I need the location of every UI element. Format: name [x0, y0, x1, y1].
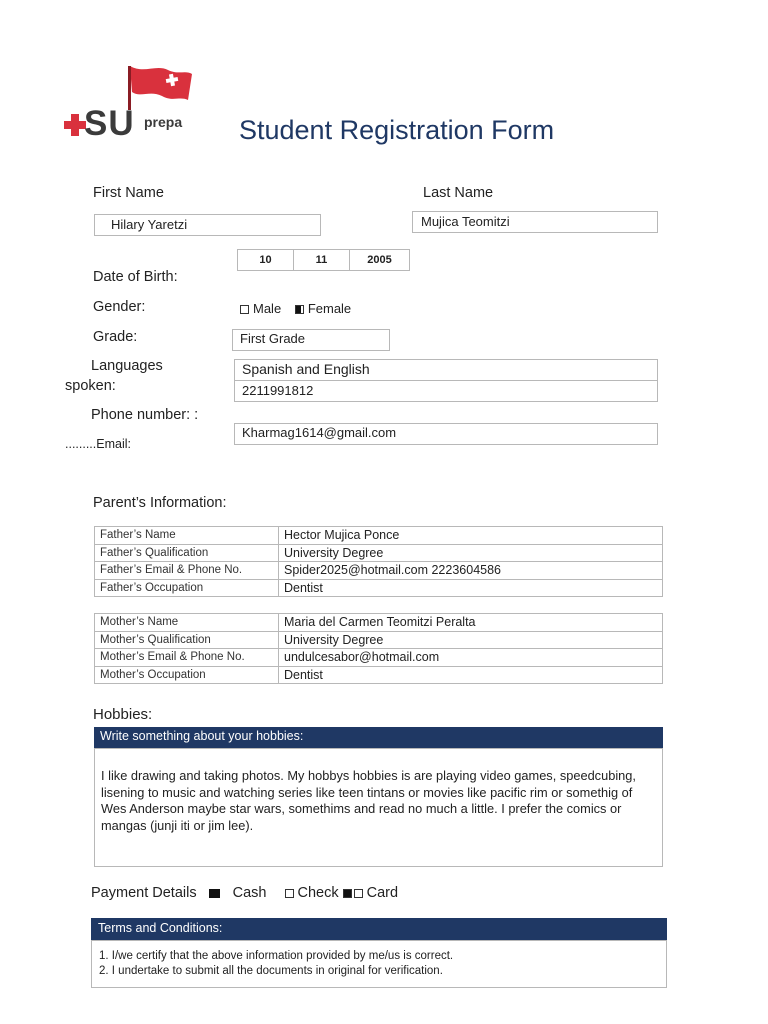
cash-label: Cash: [232, 885, 267, 901]
languages-value: Spanish and English: [242, 361, 370, 377]
father-row: [95, 544, 663, 562]
email-label: .........Email:: [65, 437, 131, 451]
mother-row: [95, 649, 663, 667]
female-checkbox[interactable]: [295, 305, 304, 314]
female-label: Female: [307, 301, 352, 316]
male-label: Male: [253, 301, 282, 316]
mother-row: [95, 614, 663, 632]
father-key: Father’s Name: [95, 527, 279, 545]
father-row: [95, 562, 663, 580]
grade-value: First Grade: [240, 331, 306, 346]
father-table: [94, 526, 663, 597]
dob-month: 11: [315, 254, 328, 266]
card-checkbox[interactable]: [354, 889, 363, 898]
father-value[interactable]: Dentist: [279, 579, 663, 597]
card-checkbox-filled[interactable]: [343, 889, 352, 898]
dob-year-field[interactable]: [349, 249, 410, 271]
first-name-field[interactable]: [94, 214, 321, 236]
gender-female-option[interactable]: [295, 301, 351, 316]
first-name-value: Hilary Yaretzi: [111, 217, 188, 232]
terms-bar-text: Terms and Conditions:: [98, 921, 223, 935]
payment-label: Payment Details: [91, 885, 197, 901]
mother-value[interactable]: University Degree: [279, 631, 663, 649]
grade-label: Grade:: [93, 329, 138, 345]
hobbies-text: I like drawing and taking photos. My hobbys hobbies is are playing video games, speedcubing, lisening to music and watching series like teen tintans or movies like pacific rim or somethig of Wes Anderson maybe star wars, somethims and read no much a little. I prefer the comics or mangas (junji iti or jim lee).: [101, 768, 636, 833]
flag-icon: [126, 64, 194, 110]
terms-line-1: 1. I/we certify that the above information provided by me/us is correct.: [99, 950, 454, 962]
phone-label: Phone number: :: [91, 407, 199, 423]
check-checkbox[interactable]: [285, 889, 294, 898]
father-key: Father’s Occupation: [95, 579, 279, 597]
father-key: Father’s Email & Phone No.: [95, 562, 279, 580]
father-value[interactable]: University Degree: [279, 544, 663, 562]
mother-key: Mother’s Occupation: [95, 666, 279, 684]
email-value: Kharmag1614@gmail.com: [242, 425, 397, 440]
dob-label: Date of Birth:: [93, 269, 178, 285]
terms-bar: [91, 918, 667, 940]
plus-icon: [64, 114, 86, 136]
mother-key: Mother’s Qualification: [95, 631, 279, 649]
check-label: Check: [297, 885, 339, 901]
mother-value[interactable]: Maria del Carmen Teomitzi Peralta: [279, 614, 663, 632]
dob-day-field[interactable]: [237, 249, 294, 271]
email-field[interactable]: [234, 423, 658, 445]
dob-year: 2005: [367, 254, 392, 266]
last-name-field[interactable]: [412, 211, 658, 233]
card-label: Card: [366, 885, 399, 901]
first-name-label: First Name: [93, 185, 164, 201]
grade-field[interactable]: [232, 329, 390, 351]
mother-table: [94, 613, 663, 684]
gender-options: [240, 301, 351, 316]
father-row: [95, 579, 663, 597]
hobbies-heading: Hobbies:: [93, 706, 153, 723]
mother-row: [95, 666, 663, 684]
languages-label-line1: Languages: [91, 358, 163, 374]
payment-card-option[interactable]: [343, 885, 398, 901]
hobbies-bar-text: Write something about your hobbies:: [100, 729, 304, 743]
payment-row: [91, 885, 398, 901]
payment-cash-option[interactable]: [209, 885, 267, 901]
logo-wordmark: SU: [84, 104, 135, 143]
gender-label: Gender:: [93, 299, 146, 315]
hobbies-textarea[interactable]: [94, 748, 663, 867]
mother-key: Mother’s Name: [95, 614, 279, 632]
mother-row: [95, 631, 663, 649]
hobbies-bar: [94, 727, 663, 748]
mother-key: Mother’s Email & Phone No.: [95, 649, 279, 667]
mother-value[interactable]: undulcesabor@hotmail.com: [279, 649, 663, 667]
payment-check-option[interactable]: [285, 885, 339, 901]
dob-day: 10: [259, 254, 272, 266]
languages-label-line2: spoken:: [65, 378, 116, 394]
parents-heading: Parent’s Information:: [93, 495, 227, 511]
last-name-label: Last Name: [423, 185, 494, 201]
last-name-value: Mujica Teomitzi: [421, 214, 510, 229]
phone-value: 2211991812: [242, 383, 314, 398]
page-title: Student Registration Form: [239, 115, 555, 145]
terms-line-2: 2. I undertake to submit all the documents in original for verification.: [99, 965, 443, 977]
male-checkbox[interactable]: [240, 305, 249, 314]
logo-suffix: prepa: [144, 114, 183, 130]
father-value[interactable]: Hector Mujica Ponce: [279, 527, 663, 545]
languages-field[interactable]: [234, 359, 658, 381]
father-value[interactable]: Spider2025@hotmail.com 2223604586: [279, 562, 663, 580]
father-key: Father’s Qualification: [95, 544, 279, 562]
mother-value[interactable]: Dentist: [279, 666, 663, 684]
logo: [64, 62, 199, 142]
gender-male-option[interactable]: [240, 301, 281, 316]
phone-field[interactable]: [234, 380, 658, 402]
father-row: [95, 527, 663, 545]
dob-month-field[interactable]: [293, 249, 350, 271]
cash-checkbox[interactable]: [209, 889, 229, 898]
terms-box: [91, 940, 667, 988]
